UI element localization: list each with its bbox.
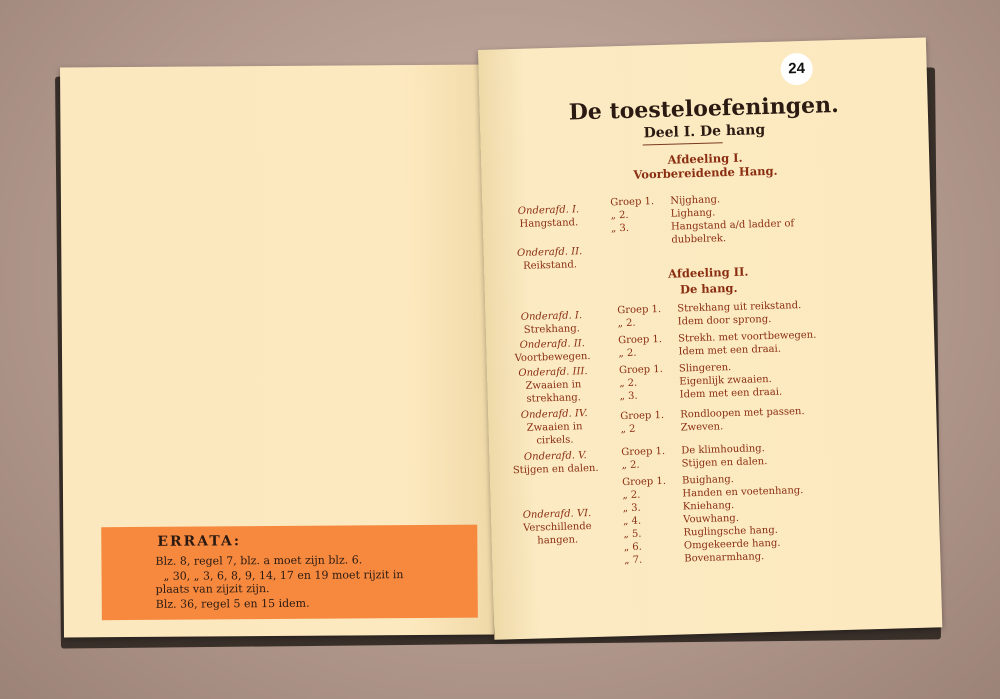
group-line: „ 2. Eigenlijk zwaaien. [619,373,772,390]
page-title: De toesteloefeningen. [568,91,840,126]
subsection: Onderafd. I. Hangstand. [517,204,580,230]
group-line: Groep 1. Rondloopen met passen. [620,406,805,423]
group-line: „ 2. Idem met een draai. [618,343,782,360]
subsection: Onderafd. VI. Verschillende hangen. [522,508,592,547]
section-subtitle: De hang. [679,280,738,297]
page-subtitle: Deel I. De hang [643,122,766,142]
group-line: „ 2. Lighang. [610,207,716,222]
page-number-sticker: 24 [780,53,813,86]
group-line: Groep 1. Strekh. met voortbewegen. [618,329,817,347]
errata-line: Blz. 36, regel 5 en 15 idem. [155,596,310,611]
group-line: „ 2. Stijgen en dalen. [621,456,768,472]
section-title: Afdeeling I. [667,150,743,167]
subsection: Onderafd. II. Voortbewegen. [514,338,591,365]
group-line: Groep 1. Buighang. [621,474,735,489]
group-line: „ 7. Bovenarmhang. [624,551,765,567]
section-title: Afdeeling II. [668,264,749,281]
group-line: Groep 1. Nijghang. [610,194,721,209]
subsection: Onderafd. V. Stijgen en dalen. [512,450,599,477]
errata-line: plaats van zijzit zijn. [155,582,270,596]
errata-heading: ERRATA: [157,533,242,550]
group-line: „ 2. Handen en voetenhang. [622,485,804,502]
group-line: „ 4. Vouwhang. [623,512,740,528]
errata-line: „ 30, „ 3, 6, 8, 9, 14, 17 en 19 moet rijzit in [163,568,404,583]
title-divider [643,142,723,145]
group-line: Groep 1. De klimhouding. [621,443,765,459]
errata-line: Blz. 8, regel 7, blz. a moet zijn blz. 6. [155,553,363,568]
group-line: „ 2 Zweven. [620,421,724,436]
right-page [478,37,942,639]
group-line: „ 2. Idem door sprong. [617,313,772,330]
group-line: „ 5. Ruglingsche hang. [623,524,778,541]
group-line: „ 3. Hangstand a/d ladder of [610,218,795,235]
group-line: „ 3. Kniehang. [622,500,735,515]
group-line: Groep 1. Slingeren. [618,362,732,377]
group-line: „ 6. Omgekeerde hang. [623,537,781,554]
subsection: Onderafd. III. Zwaaien in strekhang. [518,366,588,405]
subsection: Onderafd. II. Reikstand. [516,246,583,272]
group-line: Groep 1. Strekhang uit reikstand. [617,300,802,317]
subsection: Onderafd. I. Strekhang. [520,310,583,336]
errata-slip [101,525,478,621]
left-page [60,65,494,638]
group-line: dubbelrek. [671,233,727,246]
group-line: „ 3. Idem met een draai. [619,386,783,403]
subsection: Onderafd. IV. Zwaaien in cirkels. [520,408,588,447]
section-subtitle: Voorbereidende Hang. [633,163,778,182]
